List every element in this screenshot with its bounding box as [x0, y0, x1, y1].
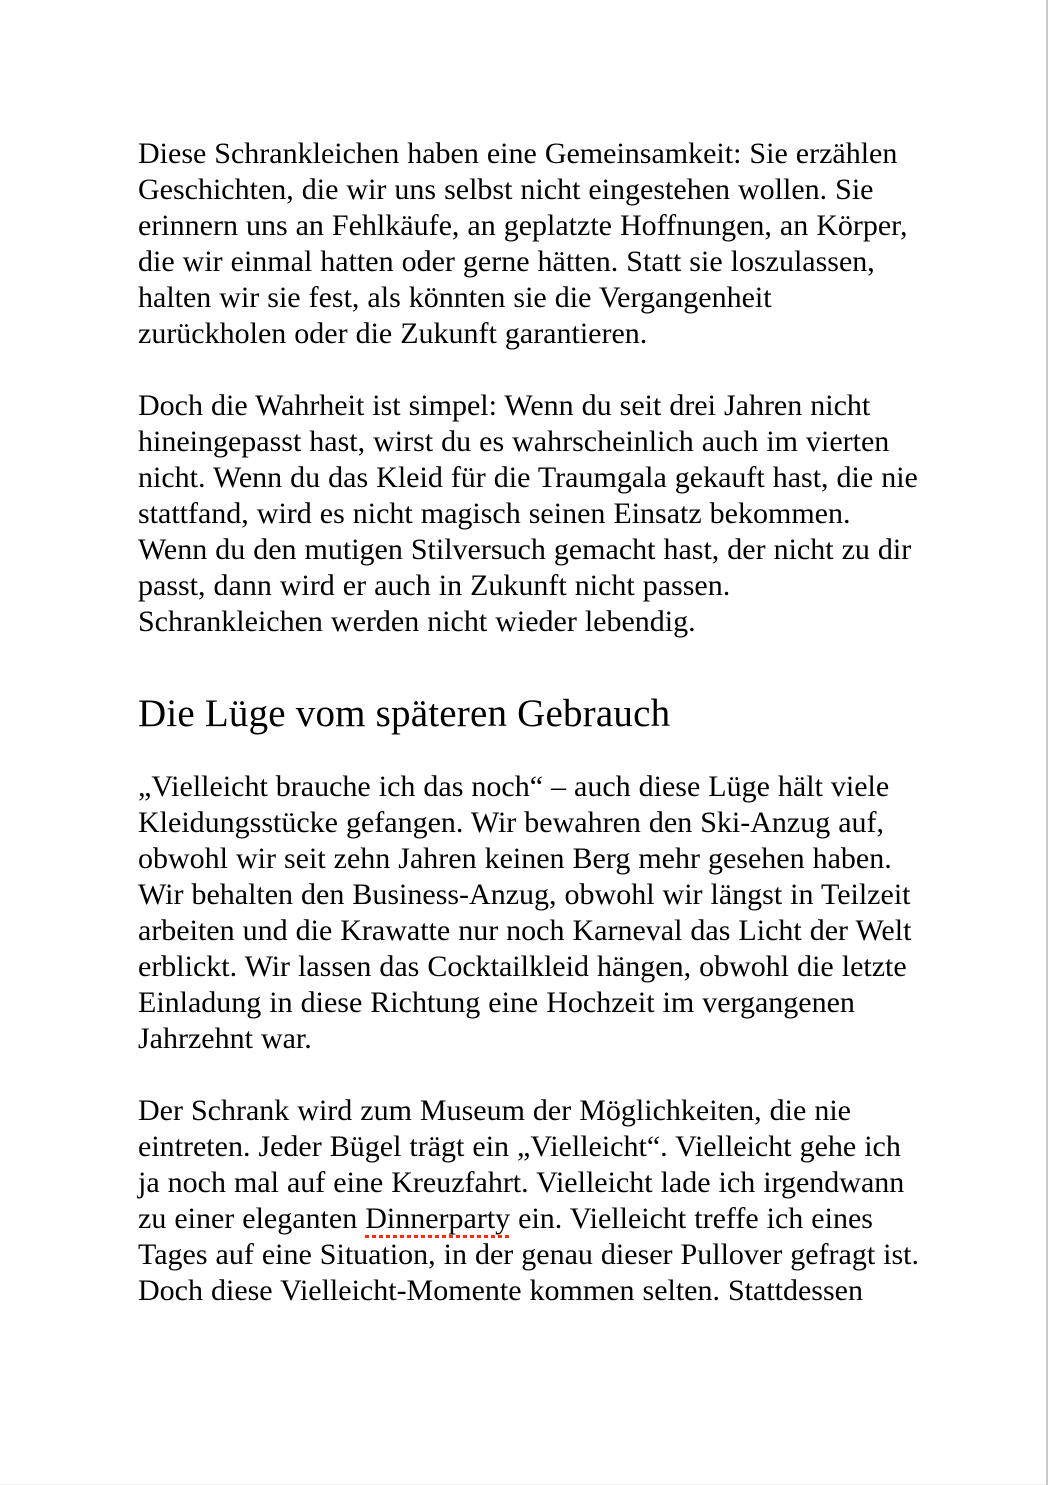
paragraph-schrankleichen-gemeinsamkeit: Diese Schrankleichen haben eine Gemeinsamkeit: Sie erzählen Geschichten, die wir uns selbst nicht eingestehen wollen. Sie erinnern uns an Fehlkäufe, an geplatzte Hoffnungen, an Körper, die wir einmal hatten oder gerne hätten. Statt sie loszulassen, halten wir sie fest, als könnten sie die Vergangenheit zurückholen oder die Zukunft garantieren. [138, 137, 908, 350]
page-right-edge [1046, 0, 1048, 1485]
spellcheck-misspelled-word[interactable]: Dinnerparty [365, 1202, 511, 1235]
text-column [138, 136, 920, 1345]
paragraph-text-after-error: ein. Vielleicht treffe ich eines Tages auf eine Situation, in der genau dieser Pullover gefragt ist. Doch diese Vielleicht-Momente kommen selten. Stattdessen [138, 1202, 920, 1307]
heading-die-luege-vom-spaeteren-gebrauch: Die Lüge vom späteren Gebrauch [138, 692, 671, 735]
paragraph-wahrheit-ist-simpel: Doch die Wahrheit ist simpel: Wenn du seit drei Jahren nicht hineingepasst hast, wirst du es wahrscheinlich auch im vierten nicht. Wenn du das Kleid für die Traumgala gekauft hast, die nie stattfand, wird es nicht magisch seinen Einsatz bekommen. Wenn du den mutigen Stilversuch gemacht hast, der nicht zu dir passt, dann wird er auch in Zukunft nicht passen. Schrankleichen werden nicht wieder lebendig. [138, 389, 918, 638]
paragraph-text-before-error: Der Schrank wird zum Museum der Möglichkeiten, die nie eintreten. Jeder Bügel trägt ein „Vielleicht“. Vielleicht gehe ich ja noch mal auf eine Kreuzfahrt. Vielleicht lade ich irgendwann zu einer eleganten [138, 1094, 905, 1235]
paragraph-museum-der-moeglichkeiten [138, 1093, 920, 1309]
paragraph-vielleicht-brauche-ich-das-noch: „Vielleicht brauche ich das noch“ – auch diese Lüge hält viele Kleidungsstücke gefangen. Wir bewahren den Ski-Anzug auf, obwohl wir seit zehn Jahren keinen Berg mehr gesehen haben. Wir behalten den Business-Anzug, obwohl wir längst in Teilzeit arbeiten und die Krawatte nur noch Karneval das Licht der Welt erblickt. Wir lassen das Cocktailkleid hängen, obwohl die letzte Einladung in diese Richtung eine Hochzeit im vergangenen Jahrzehnt war. [138, 770, 912, 1055]
